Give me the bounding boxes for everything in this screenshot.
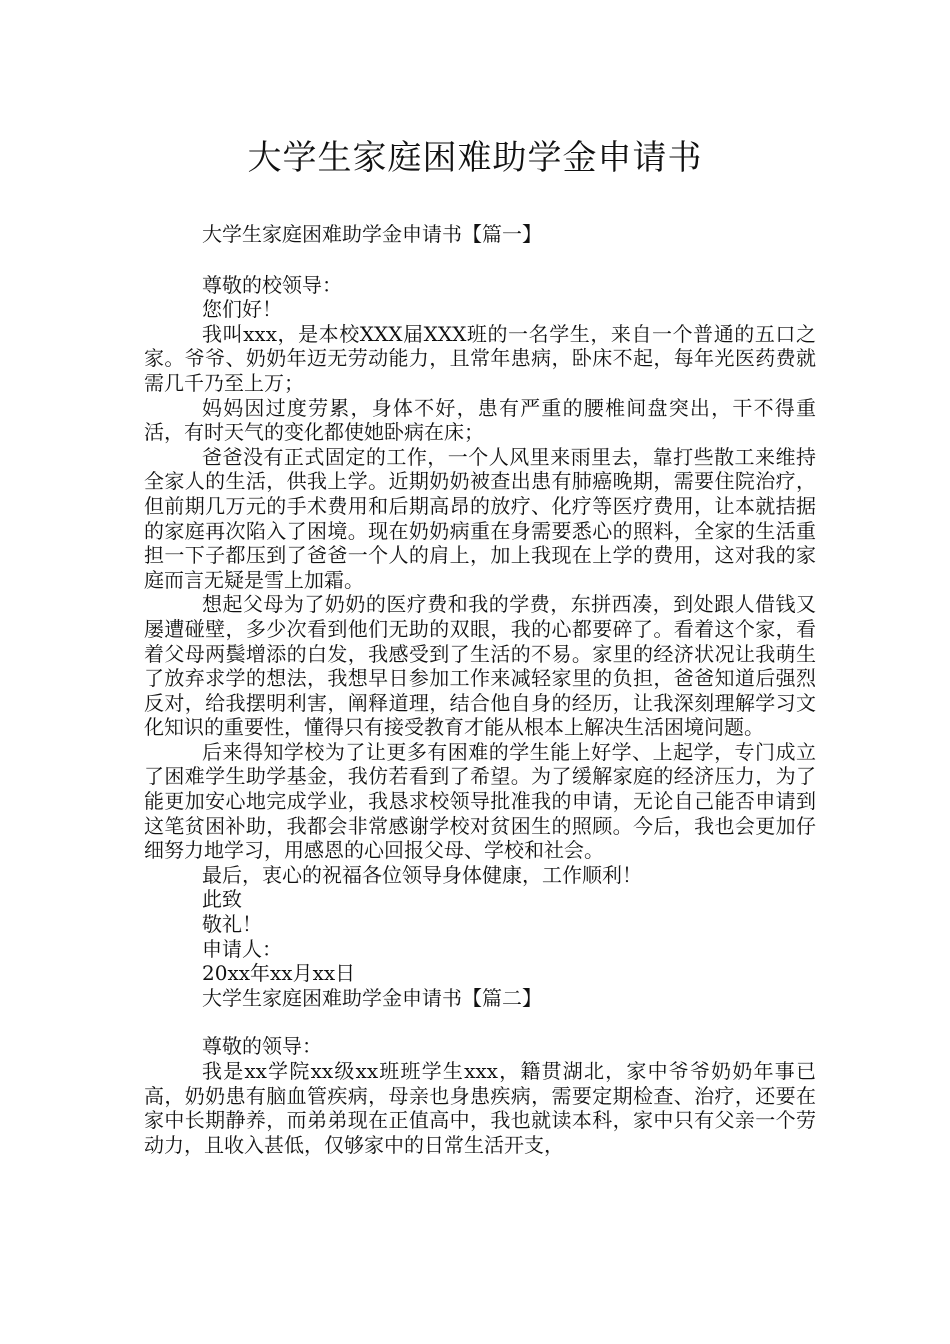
paragraph: 妈妈因过度劳累，身体不好，患有严重的腰椎间盘突出，干不得重活，有时天气的变化都使她卧病在床；: [144, 395, 816, 445]
signature-label: 申请人：: [202, 936, 282, 961]
section-heading-1: 大学生家庭困难助学金申请书【篇一】: [202, 222, 542, 246]
date: 20xx年xx月xx日: [202, 961, 356, 986]
paragraph: 最后，衷心的祝福各位领导身体健康，工作顺利！: [202, 862, 642, 887]
paragraph: 爸爸没有正式固定的工作，一个人风里来雨里去，靠打些散工来维持全家人的生活，供我上学。近期奶奶被查出患有肺癌晚期，需要住院治疗，但前期几万元的手术费用和后期高昂的放疗、化疗等医疗费用，让本就拮据的家庭再次陷入了困境。现在奶奶病重在身需要悉心的照料，全家的生活重担一下子都压到了爸爸一个人的肩上，加上我现在上学的费用，这对我的家庭而言无疑是雪上加霜。: [144, 444, 816, 592]
paragraph: 我是xx学院xx级xx班班学生xxx，籍贯湖北，家中爷爷奶奶年事已高，奶奶患有脑血管疾病，母亲也身患疾病，需要定期检查、治疗，还要在家中长期静养，而弟弟现在正值高中，我也就读本科，家中只有父亲一个劳动力，且收入甚低，仅够家中的日常生活开支，: [144, 1059, 816, 1157]
closing-line: 此致: [202, 887, 242, 912]
greeting: 您们好！: [202, 297, 282, 322]
section-heading-2: 大学生家庭困难助学金申请书【篇二】: [202, 985, 542, 1010]
paragraph: 我叫xxx，是本校XXX届XXX班的一名学生，来自一个普通的五口之家。爷爷、奶奶年迈无劳动能力，且常年患病，卧床不起，每年光医药费就需几千乃至上万；: [144, 321, 816, 395]
document-title: 大学生家庭困难助学金申请书: [247, 138, 703, 178]
paragraph: 后来得知学校为了让更多有困难的学生能上好学、上起学，专门成立了困难学生助学基金，我仿若看到了希望。为了缓解家庭的经济压力，为了能更加安心地完成学业，我恳求校领导批准我的申请，无论自己能否申请到这笔贫困补助，我都会非常感谢学校对贫困生的照顾。今后，我也会更加仔细努力地学习，用感恩的心回报父母、学校和社会。: [144, 739, 816, 863]
closing-line: 敬礼！: [202, 912, 262, 937]
salutation-2: 尊敬的领导：: [202, 1034, 322, 1059]
document-body: [144, 222, 816, 1157]
salutation-1: 尊敬的校领导：: [202, 272, 342, 297]
paragraph: 想起父母为了奶奶的医疗费和我的学费，东拼西凑，到处跟人借钱又屡遭碰壁，多少次看到他们无助的双眼，我的心都要碎了。看着这个家，看着父母两鬓增添的白发，我感受到了生活的不易。家里的经济状况让我萌生了放弃求学的想法，我想早日参加工作来减轻家里的负担，爸爸知道后强烈反对，给我摆明利害，阐释道理，结合他自身的经历，让我深刻理解学习文化知识的重要性，懂得只有接受教育才能从根本上解决生活困境问题。: [144, 592, 816, 740]
